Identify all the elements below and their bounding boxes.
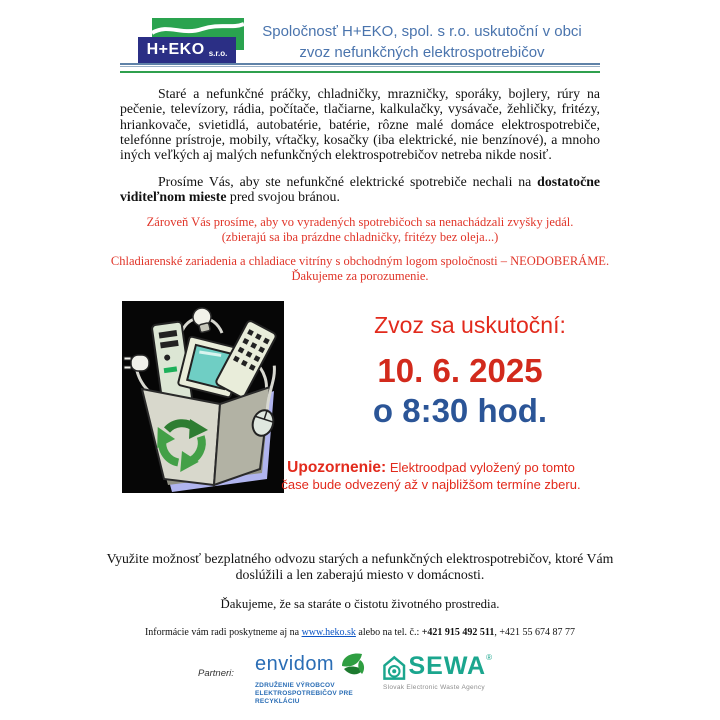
recycle-bin-icon bbox=[122, 301, 284, 493]
warning-label: Upozornenie: bbox=[287, 459, 387, 476]
contact-info bbox=[100, 627, 620, 638]
contact-pre: Informácie vám radi poskytneme aj na bbox=[144, 627, 302, 638]
notice-block-commercial bbox=[110, 254, 610, 283]
ewaste-illustration bbox=[122, 301, 284, 493]
title-line-1: Spoločnosť H+EKO, spol. s r.o. uskutoční v obci bbox=[262, 23, 582, 40]
notice-block-food bbox=[110, 215, 610, 244]
title-line-2: zvoz nefunkčných elektrospotrebičov bbox=[299, 44, 545, 61]
envidom-subtitle-2: ELEKTROSPOTREBIČOV PRE RECYKLÁCIU bbox=[255, 690, 353, 705]
warning-note bbox=[278, 459, 584, 493]
logo-suffix: s.r.o. bbox=[208, 48, 228, 58]
intro-paragraph-1: Staré a nefunkčné práčky, chladničky, mrazničky, sporáky, bojlery, rúry na pečenie, televízory, rádia, počítače, tlačiarne, kalkulačky, vysávače, žehličky, fritézy, hriankovače, svietidlá, autobatérie, batérie, rôzne malé domáce elektrospotrebiče, telefónne prístroje, mobily, vŕtačky, kosačky (iba elektrické, nie benzínové), a mnoho iných veľkých aj malých nefunkčných elektrospotrebičov netreba nikde nosiť. bbox=[120, 86, 600, 163]
heko-logo bbox=[138, 16, 246, 64]
separator-line-dark bbox=[120, 63, 600, 65]
notice-line-2: (zbierajú sa iba prázdne chladničky, fritézy bez oleja...) bbox=[221, 229, 499, 244]
separator-line-light bbox=[120, 66, 600, 67]
logo-navy-box bbox=[138, 37, 236, 63]
envidom-logo bbox=[255, 650, 380, 706]
partners-label: Partneri: bbox=[198, 668, 234, 679]
sewa-logo bbox=[382, 653, 492, 691]
website-link[interactable]: www.heko.sk bbox=[301, 627, 356, 638]
envidom-leaves-icon bbox=[338, 650, 366, 678]
paragraph2-pre: Prosíme Vás, aby ste nefunkčné elektrické spotrebiče nechali na bbox=[158, 174, 538, 189]
closing-thanks: Ďakujeme, že sa staráte o čistotu životného prostredia. bbox=[220, 597, 500, 611]
collection-time: o 8:30 hod. bbox=[372, 392, 548, 429]
collection-date: 10. 6. 2025 bbox=[377, 352, 543, 389]
contact-post: , +421 55 674 87 77 bbox=[494, 627, 576, 638]
notice-line-4: Ďakujeme za porozumenie. bbox=[291, 268, 429, 283]
page-title bbox=[252, 21, 592, 63]
notice-line-3: Chladiarenské zariadenia a chladiace vitríny s obchodným logom spoločnosti – NEODOBERÁME. bbox=[110, 254, 610, 268]
closing-offer: Využite možnosť bezplatného odvozu starých a nefunkčných elektrospotrebičov, ktoré Vám doslúžili a len zaberajú miesto v domácnosti. bbox=[106, 551, 614, 582]
paragraph2-post: pred svojou bránou. bbox=[226, 189, 340, 205]
sewa-house-icon bbox=[382, 653, 406, 683]
sewa-subtitle: Slovak Electronic Waste Agency bbox=[383, 684, 485, 691]
logo-text: H+EKO bbox=[146, 41, 205, 58]
notice-line-1: Zároveň Vás prosíme, aby vo vyradených spotrebičoch sa nenachádzali zvyšky jedál. bbox=[146, 215, 574, 229]
phone-primary: +421 915 492 511 bbox=[421, 627, 495, 638]
contact-mid: alebo na tel. č.: bbox=[355, 627, 422, 638]
sewa-name: SEWA bbox=[408, 652, 487, 680]
warning-text: Elektroodpad vyložený po tomto čase bude odvezený až v najbližšom termíne zberu. bbox=[281, 460, 581, 492]
intro-paragraph-2 bbox=[120, 174, 600, 205]
collection-heading: Zvoz sa uskutoční: bbox=[374, 312, 566, 338]
envidom-subtitle-1: ZDRUŽENIE VÝROBCOV bbox=[255, 682, 335, 689]
header-separator bbox=[120, 63, 600, 73]
sewa-registered: ® bbox=[486, 653, 492, 662]
separator-line-green bbox=[120, 71, 600, 73]
envidom-name: envidom bbox=[255, 652, 335, 675]
paragraph2-bold: dostatočne viditeľnom mieste bbox=[120, 174, 600, 205]
